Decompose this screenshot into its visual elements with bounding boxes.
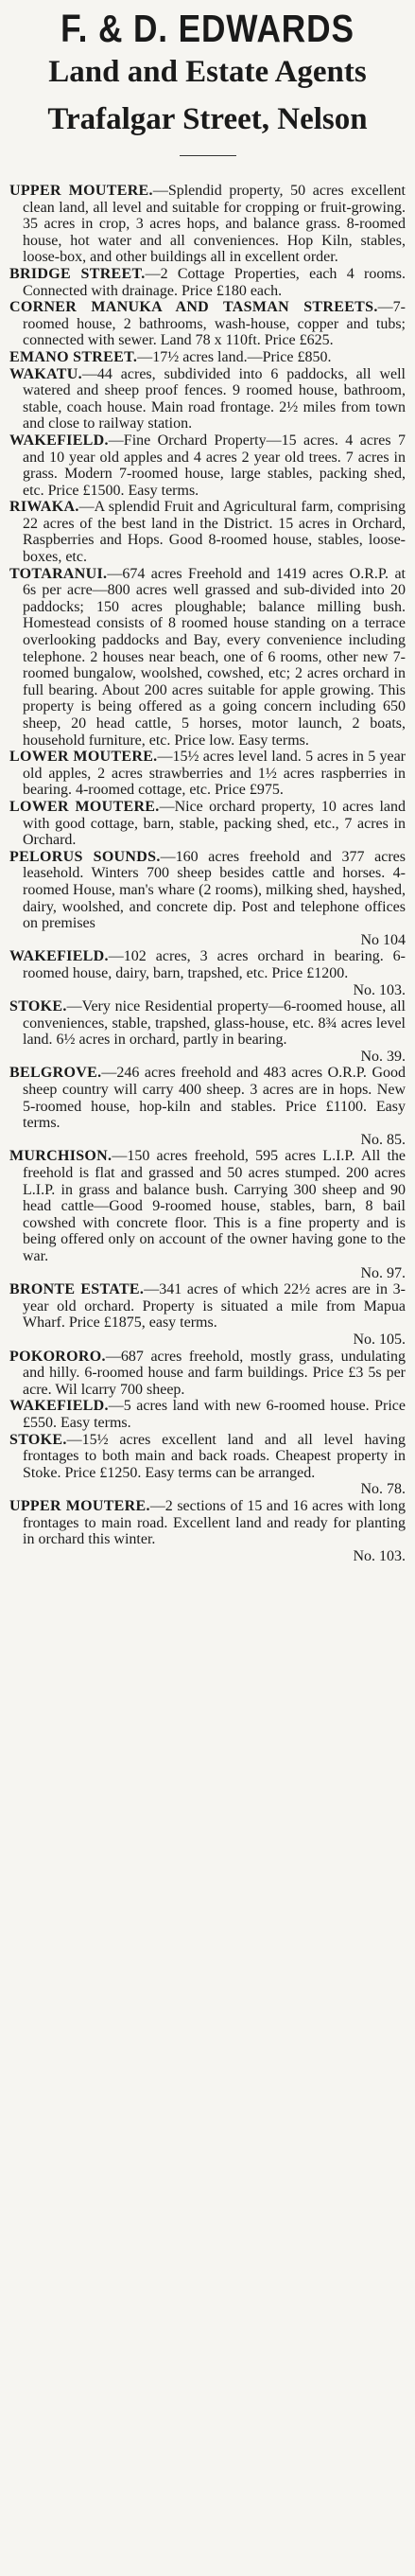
listing-ref: No. 39. [360, 1048, 406, 1065]
listing-ref: No 104 [360, 931, 406, 948]
listing-title: RIWAKA. [9, 499, 79, 516]
listing-ref: No. 97. [360, 1264, 406, 1281]
listing-body: —Splendid property, 50 acres excellent clean land, all level and suitable for cropping or fruit-growing. 35 acres in crop, 3 acres hops, and balance grass. 8-roomed house, hot water and all conveniences. Hop Kiln, stables, loose-box, and other buildings all in excellent order. [23, 183, 406, 266]
listing-title: EMANO STREET. [9, 348, 138, 365]
listing-title: CORNER MANUKA AND TASMAN STREETS. [9, 299, 378, 316]
listing-title: LOWER MOUTERE. [9, 749, 158, 766]
listing-ref: No. 103. [353, 981, 406, 998]
listing [9, 1498, 406, 1564]
listing-title: WAKEFIELD. [9, 1398, 109, 1415]
listing [9, 349, 406, 366]
listing [9, 266, 406, 299]
listing-title: PELORUS SOUNDS. [9, 848, 161, 865]
listing-title: TOTARANUI. [9, 565, 108, 582]
listing-body: —44 acres, subdivided into 6 paddocks, all well watered and sheep proof fences. 9 roomed house, bathroom, stable, coach house. Main road frontage. 2½ miles from town and close to railway station. [23, 365, 406, 432]
listing-body: —674 acres Freehold and 1419 acres O.R.P. at 6s per acre—800 acres well grassed and sub-divided into 20 paddocks; 150 acres ploughable; balance milling bush. Homestead consists of 8 roomed house standing on a terrace overlooking paddocks and Bay, every convenience including telephone. 2 houses near beach, one of 6 rooms, other new 7-roomed bungalow, woolshed, cowshed, etc; 2 acres orchard in full bearing. About 200 acres suitable for apple growing. This property is being offered as a going concern including 650 sheep, 20 head cattle, 5 horses, motor launch, 2 boats, household furniture, etc. Price low. Easy terms. [23, 565, 406, 749]
listing-title: WAKEFIELD. [9, 948, 109, 965]
listing [9, 799, 406, 849]
listing-title: STOKE. [9, 998, 67, 1015]
listing-ref: No. 78. [360, 1481, 406, 1498]
listing [9, 849, 406, 949]
listing [9, 1432, 406, 1498]
listing [9, 183, 406, 266]
listing-body: —2 sections of 15 and 16 acres with long frontages to main road. Excellent land and ready for planting in orchard this winter. [23, 1497, 406, 1548]
listing [9, 299, 406, 349]
listing [9, 366, 406, 432]
listing-body: —102 acres, 3 acres orchard in bearing. 6-roomed house, dairy, barn, trapshed, etc. Price £1200. [23, 948, 406, 981]
listing [9, 1065, 406, 1148]
listing-ref: No. 105. [353, 1331, 406, 1348]
listing-body: —2 Cottage Properties, each 4 rooms. Connected with drainage. Price £180 each. [23, 265, 406, 299]
listing-body: —246 acres freehold and 483 acres O.R.P. Good sheep country will carry 400 sheep. 3 acres are in hops. New 5-roomed house, hop-kiln and stables. Price £1100. Easy terms. [23, 1065, 406, 1132]
listing [9, 499, 406, 565]
listing [9, 1281, 406, 1348]
listing-body: —Very nice Residential property—6-roomed house, all conveniences, stable, trapshed, glass-house, etc. 8¾ acres level land. 6½ acres in orchard, partly in bearing. [23, 998, 406, 1049]
listing-body: —687 acres freehold, mostly grass, undulating and hilly. 6-roomed house and farm buildings. Price £3 5s per acre. Wil lcarry 700 sheep. [23, 1348, 406, 1398]
listing-title: BRIDGE STREET. [9, 265, 146, 282]
listing [9, 1398, 406, 1431]
divider [180, 155, 236, 156]
listing-title: BRONTE ESTATE. [9, 1281, 145, 1298]
listing-body: —17½ acres land.—Price £850. [137, 348, 332, 365]
listing-body: —160 acres freehold and 377 acres leasehold. Winters 700 sheep besides cattle and horses. 4-roomed House, man's whare (2 rooms), milking shed, hayshed, dairy, woolshed, and concrete dip. Post and telephone offices on premises [23, 848, 406, 932]
listing-body: —150 acres freehold, 595 acres L.I.P. All the freehold is flat and grassed and 50 acres stumped. 200 acres L.I.P. in grass and balance bush. Carrying 300 sheep and 90 head cattle—Good 9-roomed house, stables, barn, 8 bail cowshed with concrete floor. This is a fine property and is being offered only on account of the owner having gone to the war. [23, 1148, 406, 1264]
listing [9, 749, 406, 799]
listing-body: —5 acres land with new 6-roomed house. Price £550. Easy terms. [23, 1398, 406, 1431]
listing-title: LOWER MOUTERE. [9, 798, 160, 815]
listing-body: —15½ acres level land. 5 acres in 5 year old apples, 2 acres strawberries and 1½ acres raspberries in bearing. 4-roomed cottage, etc. Price £975. [23, 749, 406, 799]
listing-body: —341 acres of which 22½ acres are in 3-year old orchard. Property is situated a mile from Mapua Wharf. Price £1875, easy terms. [23, 1281, 406, 1332]
listing-title: WAKATU. [9, 365, 82, 382]
listing-body: —A splendid Fruit and Agricultural farm, comprising 22 acres of the best land in the District. 15 acres in Orchard, Raspberries and Hops. Good 8-roomed house, stables, loose-boxes, etc. [23, 499, 406, 566]
listing-ref: No. 85. [360, 1131, 406, 1148]
listing-title: WAKEFIELD. [9, 432, 109, 449]
listing-title: BELGROVE. [9, 1065, 102, 1082]
listing [9, 948, 406, 998]
firm-address: Trafalgar Street, Nelson [47, 102, 368, 136]
listing [9, 998, 406, 1065]
firm-name: F. & D. EDWARDS [61, 7, 354, 50]
listing-title: MURCHISON. [9, 1148, 112, 1165]
listing-body: —7-roomed house, 2 bathrooms, wash-house, copper and tubs; connected with sewer. Land 78 x 110ft. Price £625. [23, 299, 406, 349]
listing-ref: No. 103. [353, 1547, 406, 1564]
listing [9, 432, 406, 499]
listing [9, 566, 406, 750]
listing-title: UPPER MOUTERE. [9, 1497, 150, 1514]
listing-title: STOKE. [9, 1431, 67, 1448]
listing-body: —Fine Orchard Property—15 acres. 4 acres 7 and 10 year old apples and 4 acres 2 year old trees. 7 acres in grass. Modern 7-roomed house, large stables, packing shed, etc. Price £1500. Easy terms. [23, 432, 406, 499]
listing-body: —Nice orchard property, 10 acres land with good cottage, barn, stable, packing shed, etc., 7 acres in Orchard. [23, 798, 406, 849]
listings [9, 183, 406, 1564]
listing [9, 1349, 406, 1399]
listing-body: —15½ acres excellent land and all level having frontages to both main and back roads. Cheapest property in Stoke. Price £1250. Easy terms can be arranged. [23, 1431, 406, 1481]
listing-title: UPPER MOUTERE. [9, 183, 153, 199]
firm-subtitle: Land and Estate Agents [48, 55, 367, 89]
listing-title: POKORORO. [9, 1348, 106, 1365]
listing [9, 1148, 406, 1281]
